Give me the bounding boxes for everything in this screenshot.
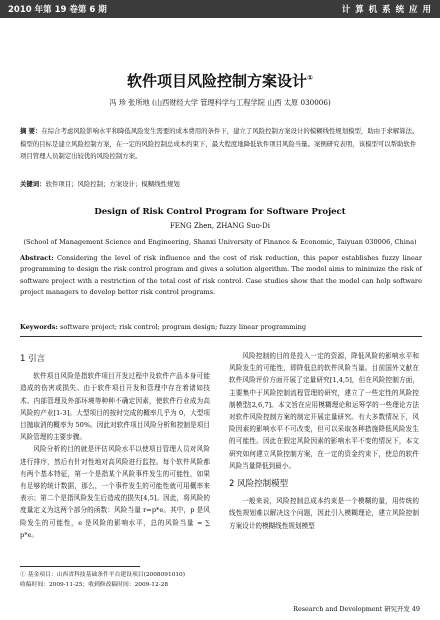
section-divider: [20, 336, 422, 337]
abstract-en: [20, 253, 422, 298]
journal-name: 计 算 机 系 统 应 用: [341, 5, 432, 15]
keywords-cn: [20, 179, 422, 188]
abstract-cn: [20, 125, 422, 163]
footnote: [20, 570, 185, 590]
affiliation-en: (School of Management Science and Engineering, Shanxi University of Finance & Economic, Taiyuan 030006, China): [23, 238, 417, 246]
footnote-dates: 收稿时间：2009-11-25；收到修改稿时间：2009-12-28: [20, 582, 169, 588]
abstract-en-text: Considering the level of risk influence and the cost of risk reduction, this paper establishes fuzzy linear programming to design the risk control program and gives a solution algorithm. The model aims to minimize the risk of software project with a restriction of the total cost of risk control. Case studies show that the model can help software project managers to develop better risk control programs.: [20, 254, 422, 296]
keywords-en: [20, 323, 422, 331]
paper-title-cn-text: 软件项目风险控制方案设计: [127, 72, 308, 90]
section-heading-model: 2 风险控制模型: [229, 479, 289, 490]
journal-header-bar: [0, 0, 440, 18]
keywords-cn-label: 关键词：: [20, 180, 46, 188]
paper-title-en: Design of Risk Control Program for Software Project: [94, 207, 346, 217]
section-heading-intro: 1 引言: [20, 354, 46, 364]
footnote-divider: [20, 566, 140, 567]
abstract-en-label: Abstract:: [20, 254, 54, 262]
authors-en: FENG Zhen, ZHANG Suo-Di: [169, 222, 271, 230]
keywords-en-label: Keywords:: [20, 323, 58, 331]
body-paragraph: 风险控制的目的是投入一定的资源，降低风险的影响水平和风险发生的可能性，即降低总的软件风险当量。目前国外文献在软件风险评价方面开展了定量研究[1,4,5]，但在风险控制方面，主要集中于风险控制流程管理的研究，建立了一些定性的风险控制模型[2,6,7]。本文旨在应用模糊理论和运筹学的一些理论方法对软件风险控制方案的制定开展定量研究。有大多数情况下，风险因素的影响水平不可改变，但可以采取各种措施降低风险发生的可能性。因此在假定风险因素的影响水平不变的情况下，本文研究如何建立风险控制方案，在一定的资金约束下，使总的软件风险当量降低到最小。: [229, 352, 419, 470]
abstract-cn-text: 在综合考虑风险影响水平和降低风险发生需要的成本费用的条件下，建立了风险控制方案设计的模糊线性规划模型，助由于求解算法。模型的目标是建立风险控制方案，在一定的风险控制总成本约束下，最大程度地降低软件项目风险当量。案例研究表明，该模型可以帮助软件项目管理人员制定出较优的风险控制方案。: [20, 127, 419, 160]
body-column-right: [229, 350, 419, 532]
footnote-funding: ① 基金项目：山西省科技基础条件平台建设项目(2008091010): [20, 572, 185, 578]
keywords-en-text: software project; risk control; program design; fuzzy linear programming: [60, 323, 307, 331]
body-paragraph: 风险分析的目的就是评估风险水平以使项目管理人员对风险进行排序，然后有针对性地对高风险进行监控。每个软件风险都有两个基本特征，第一个是指某个风险事件发生的可能性，如果有足够的统计数据，那么，一个事件发生的可能性就可用概率来表示；第二个是指风险发生后造成的损失[4,5]。因此，将风险的度量定义为这两个部分的函数：风险当量 r=p*e。其中，p 是风险发生的可能性，e 是风险的影响水平，总的风险当量 = ∑ p*e。: [20, 445, 210, 539]
page-footer: Research and Development 研究开发 49: [293, 605, 420, 613]
abstract-cn-label: 摘 要：: [20, 127, 42, 135]
body-paragraph: 软件项目风险是指软件项目开发过程中及软件产品本身可能造成的伤害或损失。由于软件项目开发和管理中存在着诸如技术、内部管理及外部环境等种种不确定因素，使软件行业成为高风险的产业[1-3]。大型项目的按时完成的概率几乎为 0，大型项目抛取消的概率为 50%。因此对软件项目风险分析和控制是项目风险管理的主要步骤。: [20, 372, 210, 442]
title-footnote-mark: ①: [307, 74, 313, 82]
body-paragraph: 一般来说，风险控制总成本约束是一个模糊的量，用传统的线性规划难以解决这个问题，因此引入模糊理论，建立风险控制方案设计的模糊线性规划模型: [229, 497, 419, 530]
body-column-left: [20, 350, 210, 541]
journal-issue: 2010 年第 19 卷第 6 期: [8, 5, 107, 15]
paper-title-cn: [0, 70, 440, 91]
authors-cn: 冯 珍 张所地 (山西财经大学 管理科学与工程学院 山西 太原 030006): [109, 98, 331, 107]
keywords-cn-text: 软件项目；风险控制；方案设计；模糊线性规划: [45, 180, 180, 188]
